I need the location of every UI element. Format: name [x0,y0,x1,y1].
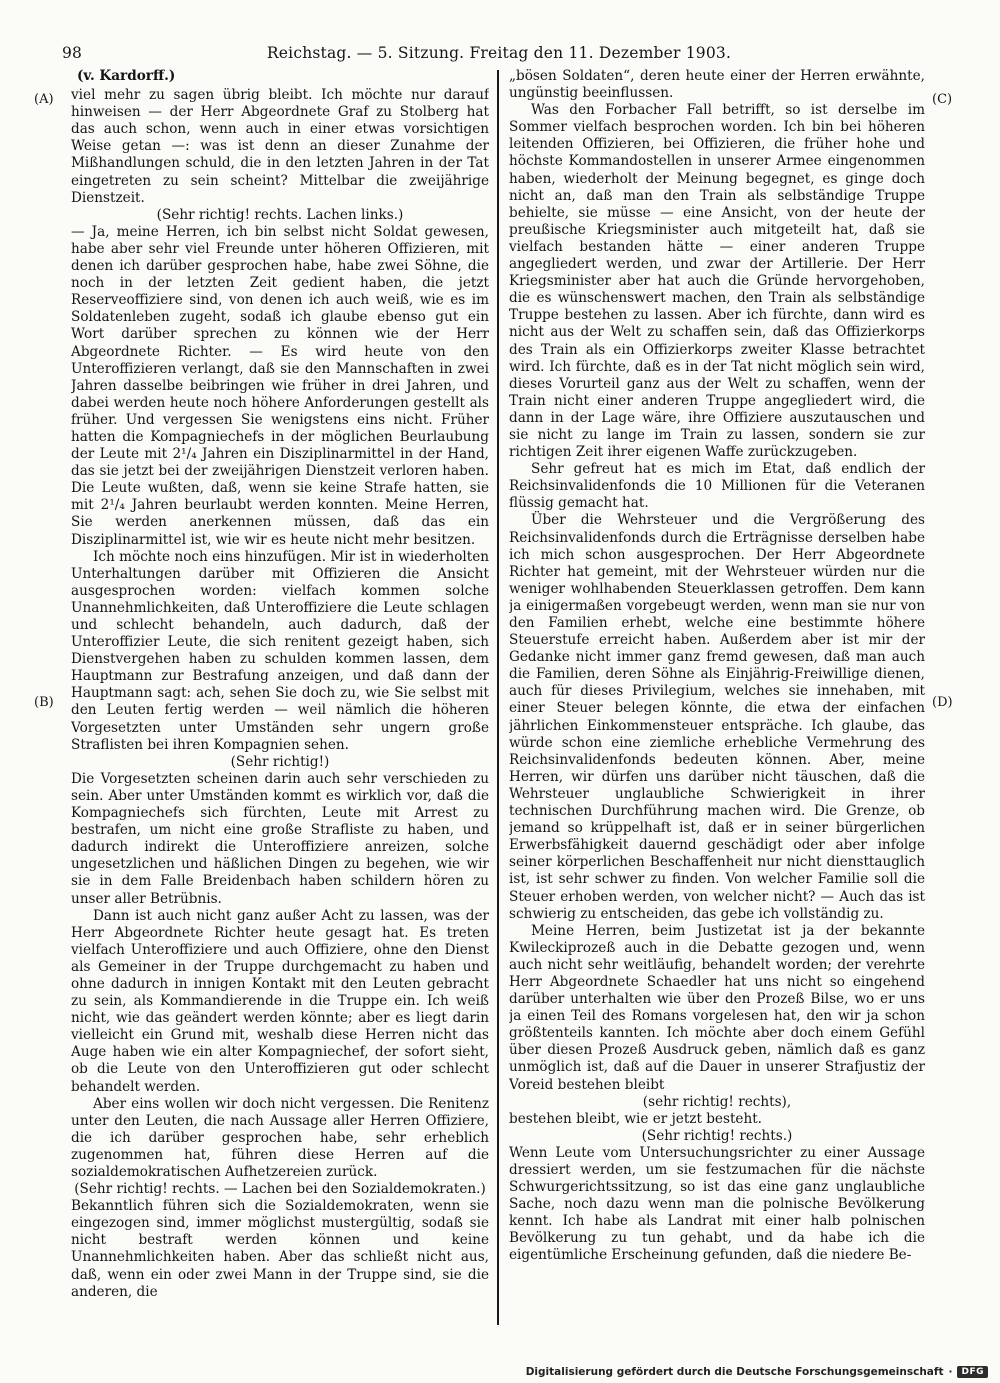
paragraph: (Sehr richtig!) [230,753,330,770]
paragraph: Meine Herren, beim Justizetat ist ja der bekannte Kwileckiprozeß auch in die Debatte gezogen und, wenn auch nicht sehr weitläufig, behandelt worden; der verehrte Herr Abgeordnete Schaedler hat uns nicht so eingehend darüber unterhalten wie über den Prozeß Bilse, wo er uns ja einen Teil des Romans vorgelesen hat, den wir ja schon größtenteils kannten. Ich möchte aber doch einem Gefühl über diesen Prozeß Ausdruck geben, nämlich daß es ganz unmöglich ist, daß auf die Dauer in unserer Strafjustiz der Voreid bestehen bleibt [509,922,925,1093]
paragraph: bestehen bleibt, wie er jetzt besteht. [509,1110,763,1127]
running-head: Reichstag. — 5. Sitzung. Freitag den 11. Dezember 1903. [266,44,732,62]
margin-marker-d: (D) [932,695,953,710]
right-paragraphs [509,68,925,1265]
paragraph: (Sehr richtig! rechts.) [641,1127,793,1144]
paragraph: Ich möchte noch eins hinzufügen. Mir ist in wiederholten Unterhaltungen darüber mit Offizieren die Ansicht ausgesprochen worden: vielfach kommen solche Unannehmlichkeiten, daß Unteroffiziere die Leute schlagen und schlecht behandeln, auch dadurch, daß der Unteroffizier Leute, die sich renitent gezeigt haben, sich Dienstvergehen haben zu schulden kommen lassen, dem Hauptmann zur Bestrafung anzeigen, und daß dann der Hauptmann sagt: ach, sehen Sie doch zu, wie Sie selbst mit den Leuten fertig werden — weil nämlich die höheren Vorgesetzten unter Umständen sehr ungern große Straflisten bei ihren Kompagnien sehen. [71,548,489,753]
paragraph: viel mehr zu sagen übrig bleibt. Ich möchte nur darauf hinweisen — der Herr Abgeordnete Graf zu Stolberg hat das auch schon, wenn auch in einer etwas vorsichtigen Weise getan —: was ist denn an dieser Zunahme der Mißhandlungen schuld, die in den letzten Jahren in der Tat eingetreten zu sein scheint? Mittelbar die zweijährige Dienstzeit. [71,87,489,206]
paragraph: Bekanntlich führen sich die Sozialdemokraten, wenn sie eingezogen sind, immer möglichst mustergültig, sodaß sie nicht bestraft werden können und keine Unannehmlichkeiten haben. Aber das schließt nicht aus, daß, wenn ein oder zwei Mann in der Truppe sind, sie die anderen, die [71,1198,489,1300]
paragraph: Dann ist auch nicht ganz außer Acht zu lassen, was der Herr Abgeordnete Richter heute gesagt hat. Es treten vielfach Unteroffiziere und auch Offiziere, ohne den Dienst als Gemeiner in der Truppe durchgemacht zu haben und ohne dadurch in innigen Kontakt mit den Leuten gebracht zu sein, als Kommandierende in die Truppe ein. Ich weiß nicht, wie das geändert werden könnte; aber es liegt darin vielleicht ein Grund mit, weshalb diese Herren nicht das Auge haben wie ein alter Kompagniechef, der sofort sieht, ob die Leute von den Unteroffizieren gut oder schlecht behandelt werden. [71,907,489,1095]
paragraph: (Sehr richtig! rechts. Lachen links.) [156,206,404,223]
page-number: 98 [62,44,83,62]
margin-marker-b: (B) [34,695,54,710]
left-paragraphs [71,87,489,1301]
paragraph: Sehr gefreut hat es mich im Etat, daß endlich der Reichsinvalidenfonds die 10 Millionen für die Veteranen flüssig gemacht hat. [509,461,925,512]
paragraph: (sehr richtig! rechts), [642,1093,792,1110]
paragraph: Die Vorgesetzten scheinen darin auch sehr verschieden zu sein. Aber unter Umständen kommt es wirklich vor, daß die Kompagniechefs sich fürchten, Leute mit Arrest zu bestrafen, um nicht eine große Strafliste zu haben, und dadurch indirekt die Unteroffiziere anreizen, solche ungesetzlichen und häßlichen Dingen zu begehen, wie wir sie in dem Falle Breidenbach haben schildern hören zu unser aller Betrübnis. [71,770,489,907]
speaker-name: (v. Kardorff.) [77,68,176,84]
right-column [509,68,925,1323]
paragraph: „bösen Soldaten“, deren heute einer der Herren erwähnte, ungünstig beeinflussen. [509,68,925,102]
footer-text: Digitalisierung gefördert durch die Deutsche Forschungsgemeinschaft [525,1366,944,1378]
paragraph: Was den Forbacher Fall betrifft, so ist derselbe im Sommer vielfach besprochen worden. Ich bin bei höheren leitenden Offizieren, bei Offizieren, die früher hohe und höchste Kommandostellen in unserer Armee eingenommen haben, wiederholt der Meinung begegnet, es ginge doch nicht an, daß man den Train als selbständige Truppe behielte, sie müsse — eine Ansicht, von der heute der preußische Kriegsminister auch mitgeteilt hat, daß sie vielfach bestanden hätte — einer anderen Truppe angegliedert werden, und zwar der Artillerie. Der Herr Kriegsminister aber hat auch die Gründe hervorgehoben, die es wünschenswert machen, den Train als selbständige Truppe bestehen zu lassen. Aber ich fürchte, dann wird es nicht aus der Welt zu schaffen sein, daß das Offizierkorps des Train als ein Offizierkorps zweiter Klasse betrachtet wird. Ich fürchte, daß es in der Tat nicht möglich sein wird, dieses Vorurteil ganz aus der Welt zu schaffen, wenn der Train nicht einer anderen Truppe angegliedert wird, die dann in der Lage wäre, ihre Offiziere auszutauschen und sie nicht zu lange im Train zu lassen, sondern sie zur richtigen Zeit ihrer eigenen Waffe zurückzugeben. [509,102,925,461]
paragraph: Wenn Leute vom Untersuchungsrichter zu einer Aussage dressiert werden, um sie festzumachen für die nächste Schwurgerichtssitzung, so ist das eine ganz unglaubliche Sache, noch dazu wenn man die polnische Bevölkerung kennt. Ich habe als Landrat mit einer halb polnischen Bevölkerung zu tun gehabt, und da habe ich die eigentümliche Erscheinung gefunden, daß die niedere Be- [509,1144,925,1264]
dfg-logo: DFG [957,1366,988,1378]
margin-marker-a: (A) [34,92,54,107]
left-column [71,68,489,1323]
page-header [62,44,936,66]
dfg-logo-separator: · [948,1366,953,1378]
footer [526,1364,988,1380]
paragraph: (Sehr richtig! rechts. — Lachen bei den Sozialdemokraten.) [74,1181,486,1198]
paragraph: Aber eins wollen wir doch nicht vergessen. Die Renitenz unter den Leuten, die nach Aussage aller Herren Offiziere, die ich darüber gesprochen habe, sehr erheblich zugenommen hat, führen diese Herren auf die sozialdemokratischen Aufhetzereien zurück. [71,1095,489,1180]
paragraph: Über die Wehrsteuer und die Vergrößerung des Reichsinvalidenfonds durch die Erträgnisse derselben habe ich mich schon ausgesprochen. Der Herr Abgeordnete Richter hat gemeint, mit der Wehrsteuer würden nur die weniger wohlhabenden Steuerklassen getroffen. Dem kann ja einigermaßen vorgebeugt werden, wenn man sie nur von den Familien erhebt, welche eine bestimmte höhere Steuerstufe erreicht haben. Außerdem aber ist mir der Gedanke nicht immer ganz fremd gewesen, daß man auch die Familien, deren Söhne als Einjährig-Freiwillige dienen, auch für dieses Privilegium, welches sie innehaben, mit einer Steuer belegen könnte, die etwa der einfachen jährlichen Einkommensteuer entspräche. Ich glaube, das würde schon eine ziemliche erhebliche Vermehrung des Reichsinvalidenfonds bedeuten können. Aber, meine Herren, wir dürfen uns darüber nicht täuschen, daß die Wehrsteuer unglaubliche Schwierigkeit in ihrer technischen Durchführung machen wird. Die Grenze, ob jemand so krüppelhaft ist, daß er in seiner bürgerlichen Erwerbsfähigkeit dauernd geschädigt oder aber infolge seiner körperlichen Beschaffenheit nur nicht diensttauglich ist, ist sehr schwer zu finden. Von welcher Familie soll die Steuer erhoben werden, von welcher nicht? — Auch das ist schwierig zu entscheiden, das gebe ich vollständig zu. [509,512,925,922]
column-divider [497,70,499,1325]
margin-marker-c: (C) [932,92,953,107]
paragraph: — Ja, meine Herren, ich bin selbst nicht Soldat gewesen, habe aber sehr viel Freunde unter höheren Offizieren, mit denen ich darüber gesprochen habe, habe zwei Söhne, die noch in der letzten Zeit gedient haben, die jetzt Reserveoffiziere sind, von denen ich auch weiß, wie es im Soldatenleben zugeht, sodaß ich glaube ebenso gut ein Wort darüber sprechen zu können wie der Herr Abgeordnete Richter. — Es wird heute von den Unteroffizieren verlangt, daß sie den Mannschaften in zwei Jahren dasselbe beibringen wie früher in drei Jahren, und dabei werden heute noch höhere Anforderungen gestellt als früher. Und vergessen Sie wenigstens eins nicht. Früher hatten die Kompagniechefs in der möglichen Beurlaubung der Leute mit 2¹/₄ Jahren ein Disziplinarmittel in der Hand, das sie jetzt bei der zweijährigen Dienstzeit verloren haben. Die Leute wußten, daß, wenn sie keine Strafe hatten, sie mit 2¹/₄ Jahren beurlaubt werden konnten. Meine Herren, Sie werden anerkennen müssen, daß das ein Disziplinarmittel ist, wie wir es heute nicht mehr besitzen. [71,223,489,548]
